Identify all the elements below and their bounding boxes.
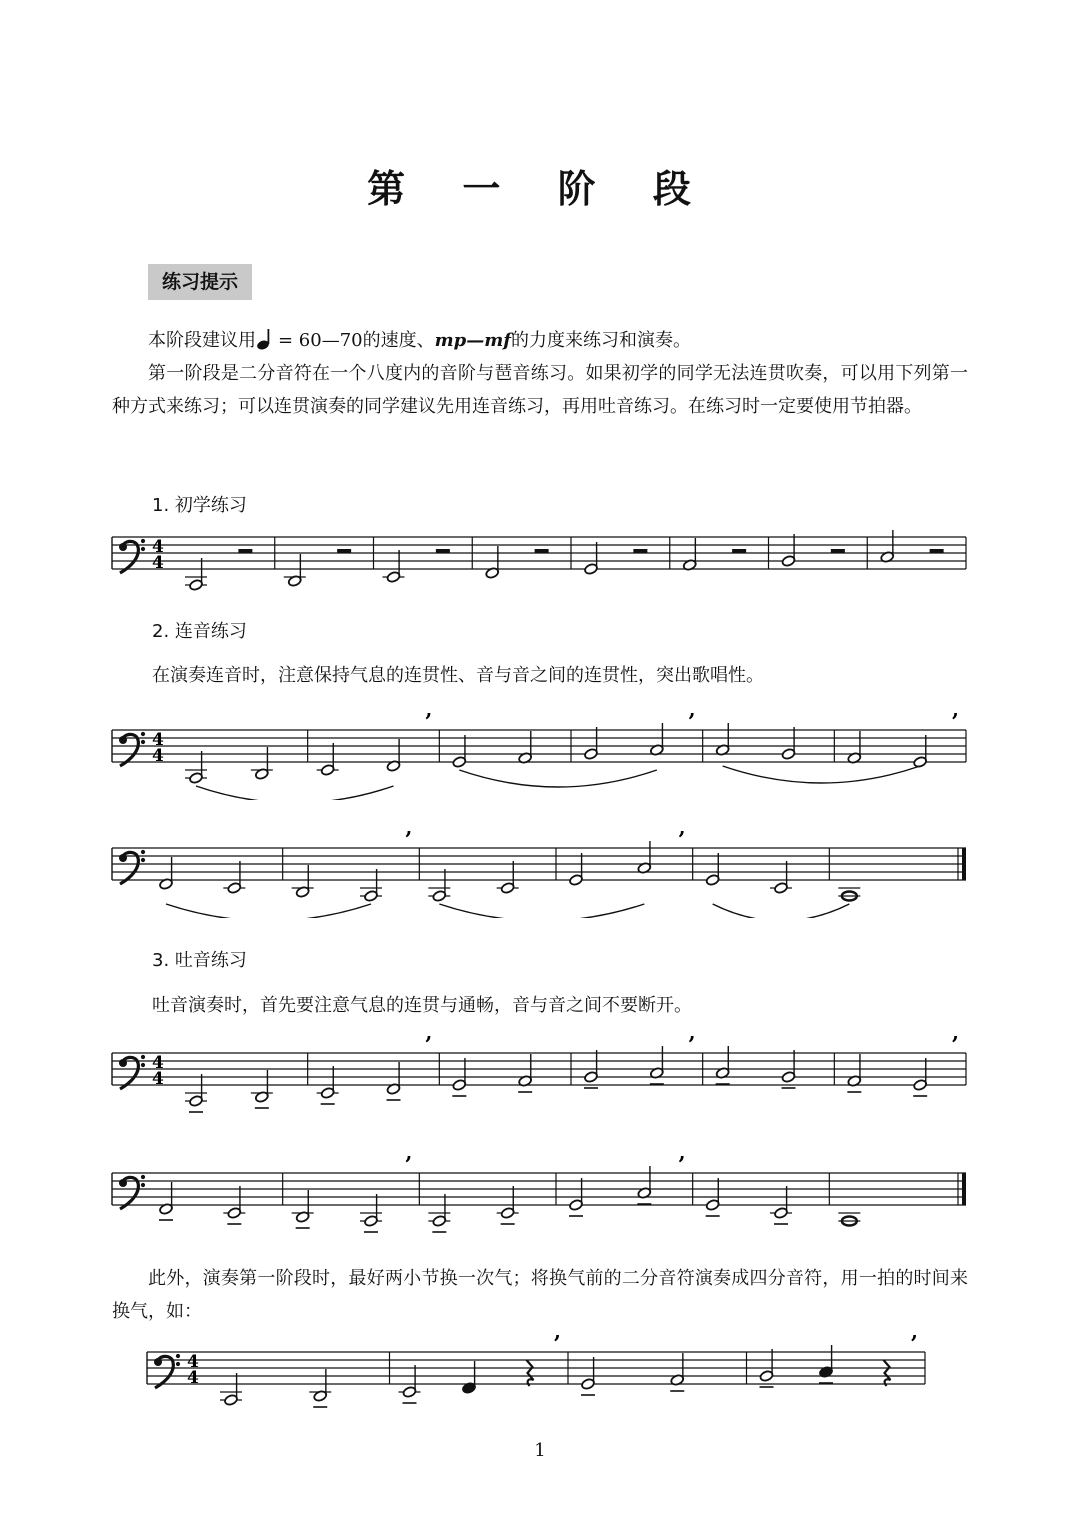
bass-clef-dot	[119, 736, 127, 744]
bass-clef-dot	[154, 1358, 162, 1366]
bass-clef-dot	[141, 1183, 145, 1187]
intro-prefix: 本阶段建议用	[148, 330, 256, 351]
tonguing-note: 吐音演奏时，首先要注意气息的连贯与通畅，音与音之间不要断开。	[152, 995, 692, 1016]
half-rest-icon	[732, 549, 746, 553]
breath-mark: ,	[405, 818, 413, 839]
slur	[439, 904, 644, 918]
breath-mark: ,	[678, 1145, 686, 1164]
intro-suffix: 的力度来练习和演奏。	[511, 330, 692, 351]
final-barline-thick	[962, 1173, 966, 1205]
bass-clef-dot	[141, 858, 145, 862]
bass-clef-dot	[141, 1175, 145, 1179]
intro-paragraph	[112, 324, 968, 357]
time-signature-top: 4	[187, 1352, 199, 1372]
section-heading-legato: 2. 连音练习	[152, 621, 247, 642]
slur	[723, 766, 921, 783]
breathing-paragraph: 此外，演奏第一阶段时，最好两小节换一次气；将换气前的二分音符演奏成四分音符，用一拍的时间来换气，如：	[112, 1268, 968, 1322]
bass-clef-dot	[176, 1354, 180, 1358]
half-rest-icon	[436, 549, 450, 553]
breath-mark: ,	[678, 818, 686, 839]
music-staff-breathing-example	[145, 1330, 935, 1410]
music-staff-legato-2	[110, 818, 970, 918]
section-heading-beginner: 1. 初学练习	[152, 495, 247, 516]
quarter-rest-icon	[884, 1360, 891, 1386]
slur	[459, 770, 656, 787]
dynamics-range: mp—mf	[434, 330, 512, 351]
music-staff-legato-1	[110, 700, 970, 800]
breath-mark: ,	[405, 1145, 413, 1164]
bass-clef-dot	[141, 1055, 145, 1059]
half-rest-icon	[633, 549, 647, 553]
half-rest-icon	[930, 549, 944, 553]
half-rest-icon	[238, 549, 252, 553]
half-rest-icon	[535, 549, 549, 553]
bass-clef-dot	[141, 547, 145, 551]
time-signature-bottom: 4	[187, 1368, 199, 1388]
half-rest-icon	[831, 549, 845, 553]
breath-mark: ,	[952, 700, 959, 721]
bass-clef-dot	[141, 850, 145, 854]
description-paragraph: 第一阶段是二分音符在一个八度内的音阶与琶音练习。如果初学的同学无法连贯吹奏，可以用下列第一种方式来练习；可以连贯演奏的同学建议先用连音练习，再用吐音练习。在练习时一定要使用节拍器。	[112, 363, 968, 417]
bass-clef-dot	[119, 543, 127, 551]
breath-mark: ,	[425, 700, 433, 721]
bass-clef-dot	[119, 1059, 127, 1067]
time-signature-bottom: 4	[152, 553, 164, 573]
bass-clef-dot	[119, 854, 127, 862]
bass-clef-dot	[176, 1362, 180, 1366]
section-heading-tonguing: 3. 吐音练习	[152, 950, 247, 971]
legato-note: 在演奏连音时，注意保持气息的连贯性、音与音之间的连贯性，突出歌唱性。	[152, 665, 764, 686]
practice-tips-label: 练习提示	[148, 264, 252, 300]
slur	[713, 904, 850, 918]
bass-clef-dot	[141, 539, 145, 543]
half-rest-icon	[337, 549, 351, 553]
bass-clef-dot	[119, 1179, 127, 1187]
music-staff-tonguing-1	[110, 1025, 970, 1120]
time-signature-bottom: 4	[152, 746, 164, 766]
bass-clef-dot	[141, 740, 145, 744]
music-staff-beginner	[110, 525, 970, 600]
bass-clef-dot	[141, 732, 145, 736]
time-signature-top: 4	[152, 1053, 164, 1073]
breath-mark: ,	[425, 1025, 433, 1044]
quarter-note-icon	[256, 328, 278, 350]
bass-clef-dot	[141, 1063, 145, 1067]
slur	[166, 904, 371, 918]
final-barline-thick	[962, 848, 966, 880]
breath-mark: ,	[688, 1025, 696, 1044]
breath-mark: ,	[952, 1025, 959, 1044]
music-staff-tonguing-2	[110, 1145, 970, 1240]
breath-mark: ,	[554, 1330, 561, 1343]
page-title: 第 一 阶 段	[367, 166, 713, 211]
breath-mark: ,	[911, 1330, 918, 1343]
quarter-rest-icon	[527, 1360, 534, 1386]
time-signature-top: 4	[152, 730, 164, 750]
time-signature-bottom: 4	[152, 1069, 164, 1089]
breath-mark: ,	[688, 700, 696, 721]
page-number: 1	[534, 1440, 546, 1461]
time-signature-top: 4	[152, 537, 164, 557]
tempo-value: = 60—70	[278, 330, 363, 351]
slur	[196, 786, 394, 800]
intro-middle: 的速度、	[362, 330, 435, 351]
